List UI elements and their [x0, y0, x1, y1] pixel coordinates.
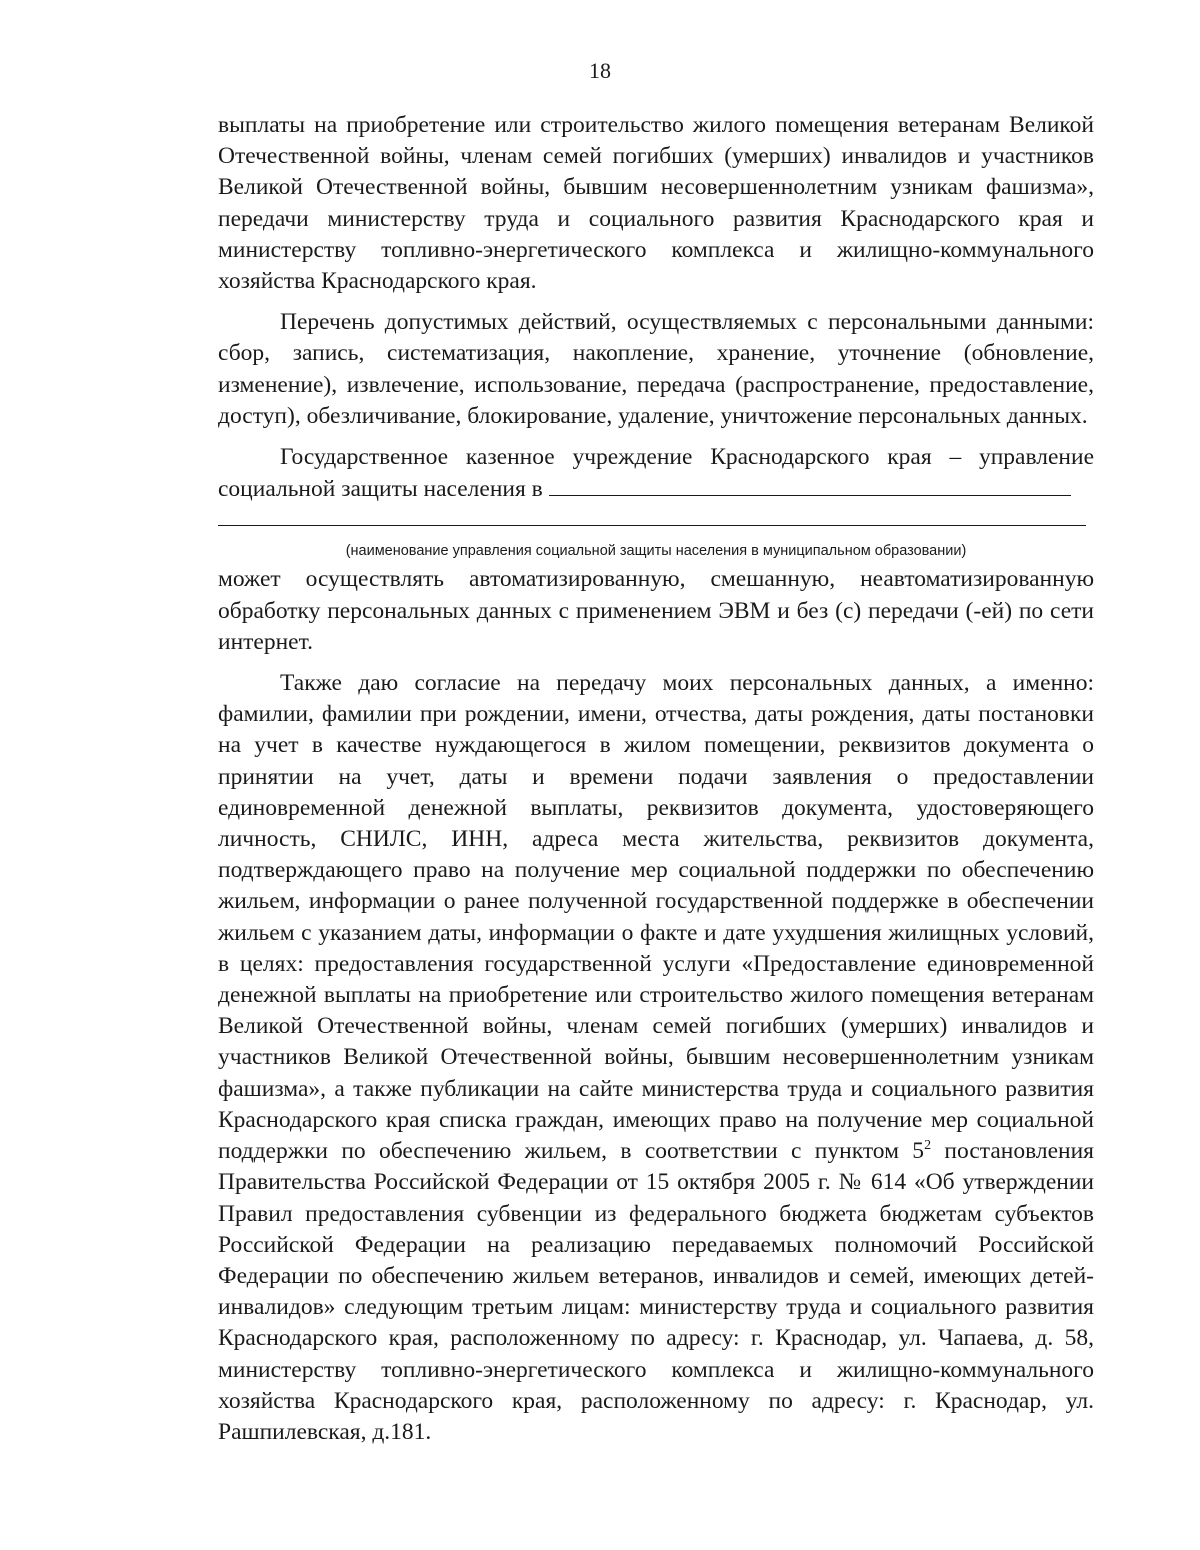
- paragraph-actions-list: Перечень допустимых действий, осуществляемых с персональными данными: сбор, запись, систематизация, накопление, хранение, уточнение (обновление, изменение), извлечение, использование, передача (распространение, предоставление, доступ), обезличивание, блокирование, удаление, уничтожение персональных данных.: [218, 309, 1094, 429]
- document-body: [218, 110, 1094, 1448]
- paragraph-continuation: выплаты на приобретение или строительство жилого помещения ветеранам Великой Отечественной войны, членам семей погибших (умерших) инвалидов и участников Великой Отечественной войны, бывшим несовершеннолетним узникам фашизма», передачи министерству труда и социального развития Краснодарского края и министерству топливно-энергетического комплекса и жилищно-коммунального хозяйства Краснодарского края.: [218, 112, 1094, 295]
- page-number: 18: [589, 58, 611, 83]
- paragraph-institution: [218, 442, 1094, 505]
- institution-name-blank-line[interactable]: [218, 525, 1086, 526]
- paragraph-consent-transfer: [218, 668, 1094, 1448]
- clause-superscript: 2: [924, 1138, 932, 1154]
- institution-text: Государственное казенное учреждение Краснодарского края – управление социальной защиты населения в: [218, 444, 1094, 503]
- blank-caption: (наименование управления социальной защиты населения в муниципальном образовании): [345, 543, 967, 560]
- consent-text-part2: постановления Правительства Российской Федерации от 15 октября 2005 г. № 614 «Об утверждении Правил предоставления субвенции из федерального бюджета бюджетам субъектов Российской Федерации на реализацию передаваемых полномочий Российской Федерации по обеспечению жильем ветеранов, инвалидов и семей, имеющих детей-инвалидов» следующим третьим лицам: министерству труда и социального развития Краснодарского края, расположенному по адресу: г. Краснодар, ул. Чапаева, д. 58, министерству топливно-энергетического комплекса и жилищно-коммунального хозяйства Краснодарского края, расположенному по адресу: г. Краснодар, ул. Рашпилевская, д.181.: [218, 1138, 1094, 1445]
- institution-name-blank[interactable]: [549, 473, 1071, 496]
- consent-text-part1: Также даю согласие на передачу моих персональных данных, а именно: фамилии, фамилии при рождении, имени, отчества, даты рождения, даты постановки на учет в качестве нуждающегося в жилом помещении, реквизитов документа о принятии на учет, даты и времени подачи заявления о предоставлении единовременной денежной выплаты, реквизитов документа, удостоверяющего личность, СНИЛС, ИНН, адреса места жительства, реквизитов документа, подтверждающего право на получение мер социальной поддержки по обеспечению жильем, информации о ранее полученной государственной поддержке в обеспечении жильем с указанием даты, информации о факте и дате ухудшения жилищных условий, в целях: предоставления государственной услуги «Предоставление единовременной денежной выплаты на приобретение или строительство жилого помещения ветеранам Великой Отечественной войны, членам семей погибших (умерших) инвалидов и участников Великой Отечественной войны, бывшим несовершеннолетним узникам фашизма», а также публикации на сайте министерства труда и социального развития Краснодарского края списка граждан, имеющих право на получение мер социальной поддержки по обеспечению жильем, в соответствии с пунктом 5: [218, 670, 1094, 1165]
- paragraph-processing: может осуществлять автоматизированную, смешанную, неавтоматизированную обработку персональных данных с применением ЭВМ и без (с) передачи (-ей) по сети интернет.: [218, 566, 1094, 655]
